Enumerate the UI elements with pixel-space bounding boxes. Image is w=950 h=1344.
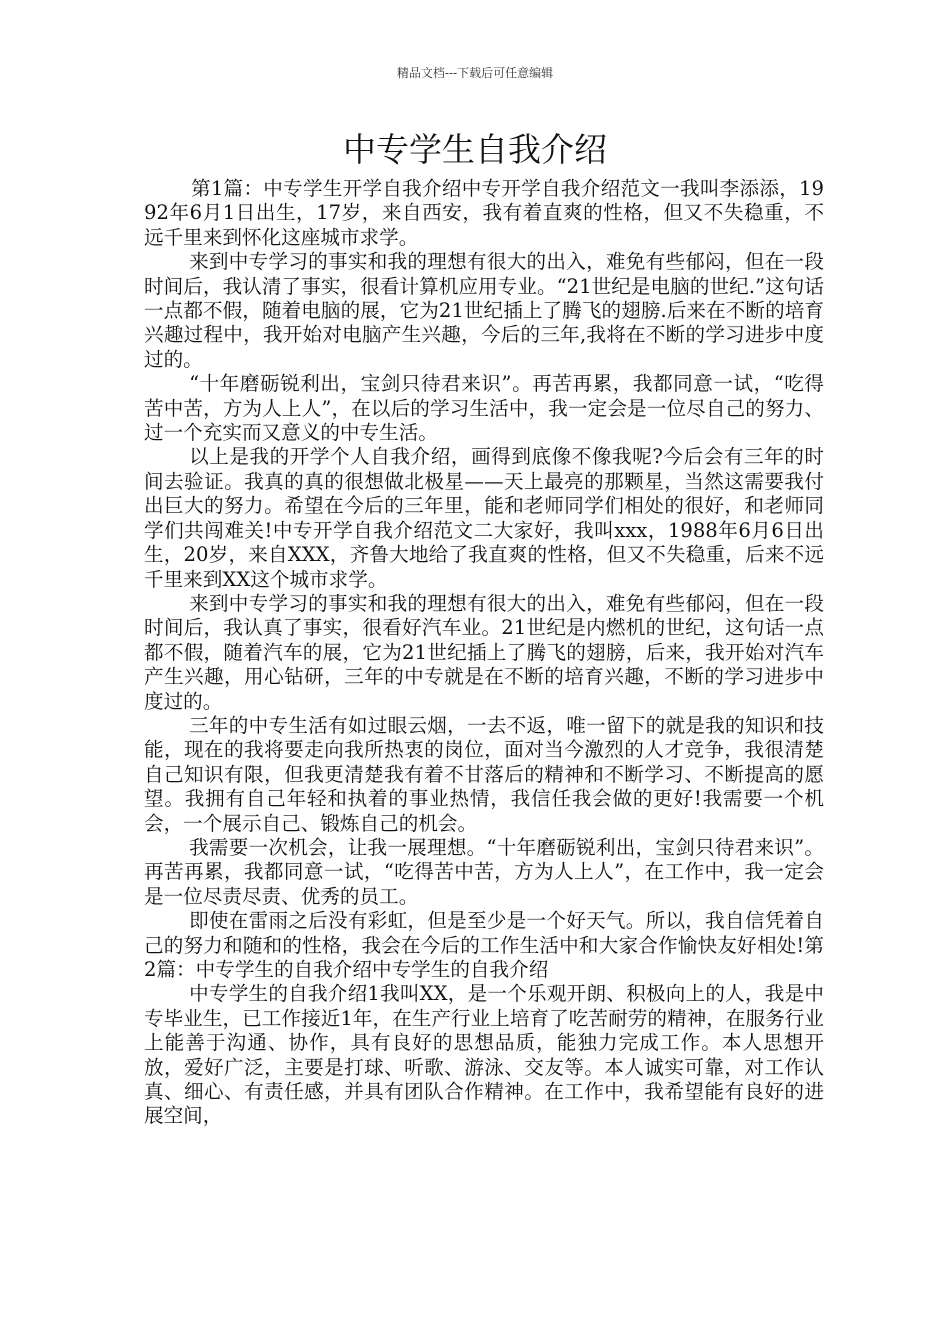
- paragraph-8: 即使在雷雨之后没有彩虹，但是至少是一个好天气。所以，我自信凭着自己的努力和随和的性格，我会在今后的工作生活中和大家合作愉快友好相处!第2篇：中专学生的自我介绍中专学生的自我介绍: [144, 909, 824, 981]
- paragraph-2: 来到中专学习的事实和我的理想有很大的出入，难免有些郁闷，但在一段时间后，我认清了事实，很看计算机应用专业。“21世纪是电脑的世纪.”这句话一点都不假，随着电脑的展，它为21世纪插上了腾飞的翅膀.后来在不断的培育兴趣过程中，我开始对电脑产生兴趣，今后的三年,我将在不断的学习进步中度过的。: [144, 250, 824, 371]
- document-title: 中专学生自我介绍: [343, 130, 607, 169]
- paragraph-3: “十年磨砺锐利出，宝剑只待君来识”。再苦再累，我都同意一试，“吃得苦中苦，方为人上人”，在以后的学习生活中，我一定会是一位尽自己的努力、过一个充实而又意义的中专生活。: [144, 372, 824, 445]
- document-body: [144, 177, 824, 1129]
- paragraph-5: 来到中专学习的事实和我的理想有很大的出入，难免有些郁闷，但在一段时间后，我认真了事实，很看好汽车业。21世纪是内燃机的世纪，这句话一点都不假，随着汽车的展，它为21世纪插上了腾飞的翅膀，后来，我开始对汽车产生兴趣，用心钻研，三年的中专就是在不断的培育兴趣，不断的学习进步中度过的。: [144, 591, 824, 713]
- paragraph-1: 第1篇：中专学生开学自我介绍中专开学自我介绍范文一我叫李添添，1992年6月1日出生，17岁，来自西安，我有着直爽的性格，但又不失稳重，不远千里来到怀化这座城市求学。: [144, 177, 824, 249]
- paragraph-4: 以上是我的开学个人自我介绍，画得到底像不像我呢?今后会有三年的时间去验证。我真的真的很想做北极星——天上最亮的那颗星，当然这需要我付出巨大的努力。希望在今后的三年里，能和老师同学们相处的很好，和老师同学们共闯难关!中专开学自我介绍范文二大家好，我叫xxx，1988年6月6日出生，20岁，来自XXX，齐鲁大地给了我直爽的性格，但又不失稳重，后来不远千里来到XX这个城市求学。: [144, 445, 824, 591]
- paragraph-7: 我需要一次机会，让我一展理想。“十年磨砺锐利出，宝剑只待君来识”。再苦再累，我都同意一试，“吃得苦中苦，方为人上人”，在工作中，我一定会是一位尽责尽责、优秀的员工。: [144, 835, 824, 908]
- page-header: 精品文档---下载后可任意编辑: [396, 66, 554, 80]
- paragraph-6: 三年的中专生活有如过眼云烟，一去不返，唯一留下的就是我的知识和技能，现在的我将要走向我所热衷的岗位，面对当今激烈的人才竞争，我很清楚自己知识有限，但我更清楚我有着不甘落后的精神和不断学习、不断提高的愿望。我拥有自己年轻和执着的事业热情，我信任我会做的更好!我需要一个机会，一个展示自己、锻炼自己的机会。: [144, 713, 824, 835]
- paragraph-9: 中专学生的自我介绍1我叫XX，是一个乐观开朗、积极向上的人，我是中专毕业生，已工作接近1年，在生产行业上培育了吃苦耐劳的精神，在服务行业上能善于沟通、协作，具有良好的思想品质，能独力完成工作。本人思想开放，爱好广泛，主要是打球、听歌、游泳、交友等。本人诚实可靠，对工作认真、细心、有责任感，并具有团队合作精神。在工作中，我希望能有良好的进展空间，: [144, 982, 824, 1128]
